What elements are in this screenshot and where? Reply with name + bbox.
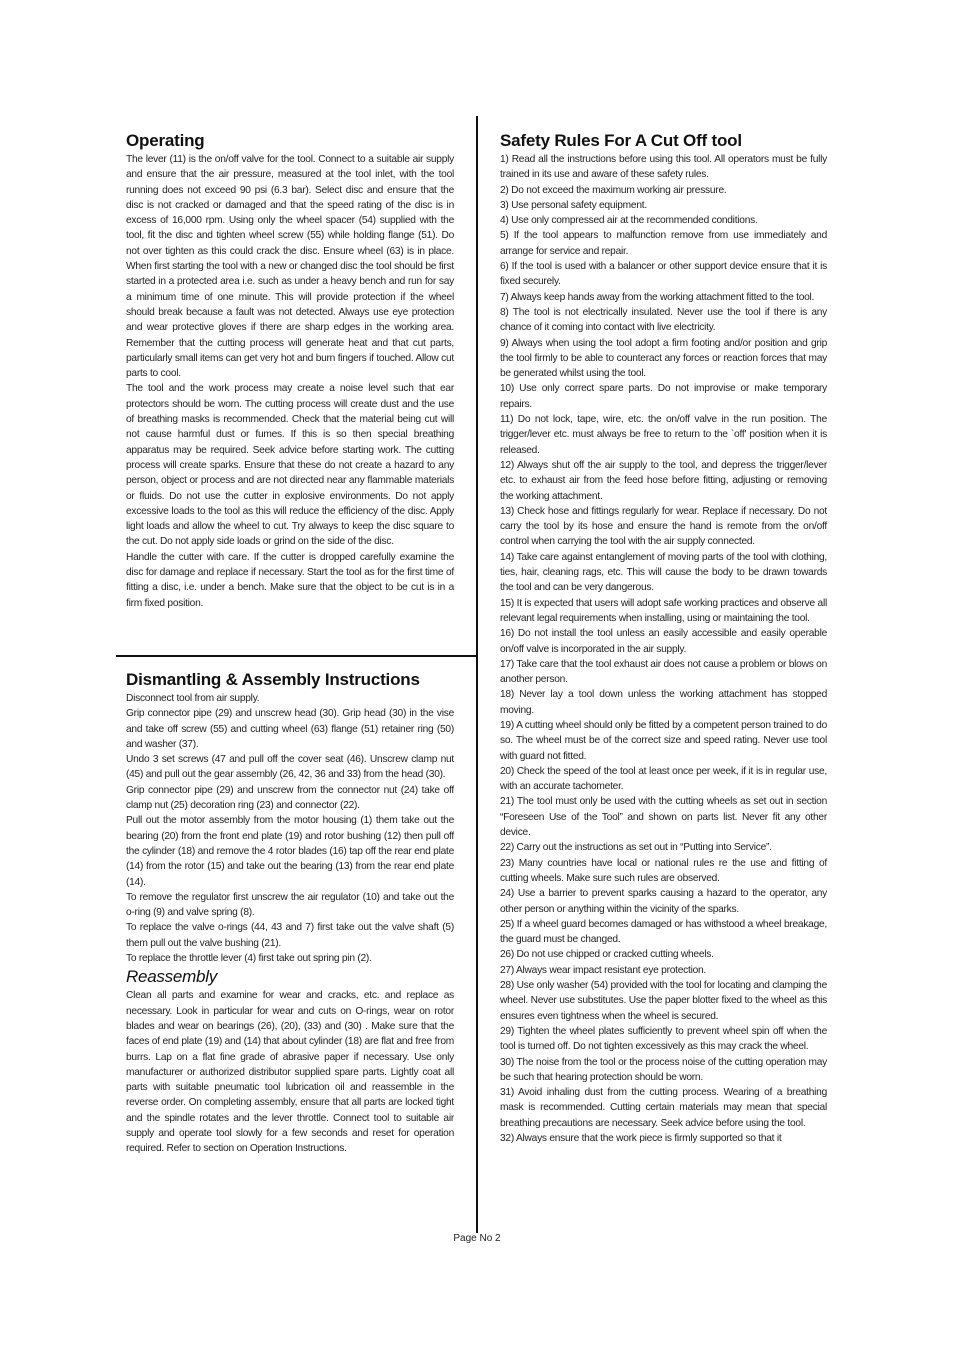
safety-rule: 25) If a wheel guard becomes damaged or has withstood a wheel breakage, the guard must be changed. — [500, 918, 827, 946]
operating-paragraph: Handle the cutter with care. If the cutter is dropped carefully examine the disc for damage and replace if necessary. Start the tool as for the first time of fitting a disc, i.e. under a bench. Make sure that the object to be cut is in a firm fixed position. — [126, 551, 454, 609]
page-number: Page No 2 — [453, 1233, 501, 1244]
safety-rule: 28) Use only washer (54) provided with the tool for locating and clamping the wheel. Never use substitutes. Use the paper blotter fixed to the wheel as this ensures even tightness when the wheel is secured. — [500, 980, 827, 1022]
safety-rule: 11) Do not lock, tape, wire, etc. the on/off valve in the run position. The trigger/lever etc. must always be free to return to the `off' position when it is released. — [500, 414, 827, 456]
safety-rule: 3) Use personal safety equipment. — [500, 199, 647, 211]
operating-paragraph: The lever (11) is the on/off valve for the tool. Connect to a suitable air supply and ensure that the air pressure, measured at the tool inlet, with the tool running does not exceed 90 psi (6.3 bar). Select disc and ensure that the disc is not cracked or damaged and that the speed rating of the disc is in excess of 16,000 rpm. Using only the wheel spacer (54) supplied with the tool, fit the disc and tighten wheel screw (55) while holding flange (51). Do not over tighten as this could crack the disc. Ensure wheel (63) is in place. When first starting the tool with a new or changed disc the tool should be first started in a protected area i.e. such as under a heavy bench and run for say a minimum time of one minute. This will provide protection if the wheel should break because a fault was not detected. Always use eye protection and wear protective gloves if there are sharp edges in the working area. Remember that the cutting process will generate heat and that cut parts, particularly small items can get very hot and burn fingers if touched. Allow cut parts to cool. — [126, 154, 454, 380]
safety-rule: 14) Take care against entanglement of moving parts of the tool with clothing, ties, hair, cleaning rags, etc. This will cause the body to be drawn towards the tool and can be very dangerous. — [500, 551, 827, 594]
reassembly-paragraph: Clean all parts and examine for wear and cracks, etc. and replace as necessary. Look in particular for wear and cuts on O-rings, wear on rotor blades and wear on bearings (26), (20), (33) and (30) . Make sure that the faces of end plate (19) and (14) that about cylinder (18) are flat and free from burrs. Lap on a flat fine grade of abrasive paper if necessary. Use only manufacturer or authorized distributor supplied spare parts. Lightly coat all parts with suitable pneumatic tool lubrication oil and reassemble in the reverse order. On completing assembly, ensure that all parts are locked tight and the spindle rotates and the lever throttle. Connect tool to suitable air supply and operate tool slowly for a few seconds and reset for operation required. Refer to section on Operation Instructions. — [126, 990, 454, 1155]
operating-heading: Operating — [126, 131, 205, 150]
safety-rule: 19) A cutting wheel should only be fitted by a competent person trained to do so. The wheel must be of the correct size and speed rating. Never use tool with guard not fitted. — [500, 719, 827, 762]
safety-rules-section — [500, 130, 827, 1146]
safety-rule: 18) Never lay a tool down unless the working attachment has stopped moving. — [500, 689, 827, 716]
dismantling-paragraph: Grip connector pipe (29) and unscrew from the connector nut (24) take off clamp nut (25) decoration ring (23) and connector (22). — [126, 784, 454, 812]
safety-rule: 17) Take care that the tool exhaust air does not cause a problem or blows on another person. — [500, 658, 827, 686]
safety-rules-heading: Safety Rules For A Cut Off tool — [500, 131, 742, 150]
safety-rule: 22) Carry out the instructions as set out in “Putting into Service”. — [500, 842, 772, 854]
safety-rule: 2) Do not exceed the maximum working air pressure. — [500, 184, 727, 196]
safety-rule: 15) It is expected that users will adopt safe working practices and observe all relevant legal requirements when installing, using or maintaining the tool. — [500, 597, 827, 624]
dismantling-paragraph: Grip connector pipe (29) and unscrew head (30). Grip head (30) in the vise and take off screw (55) and cutting wheel (63) flange (51) retainer ring (50) and washer (37). — [126, 708, 454, 750]
safety-rule: 20) Check the speed of the tool at least once per week, if it is in regular use, with an accurate tachometer. — [500, 765, 827, 793]
safety-rule: 6) If the tool is used with a balancer or other support device ensure that it is fixed securely. — [500, 261, 827, 288]
safety-rule: 31) Avoid inhaling dust from the cutting process. Wearing of a breathing mask is recommended. Cutting certain materials may mean that special breathing precautions are necessary. Seek advice before using the tool. — [500, 1087, 827, 1129]
safety-rule: 26) Do not use chipped or cracked cutting wheels. — [500, 949, 714, 961]
safety-rule: 9) Always when using the tool adopt a firm footing and/or position and grip the tool firmly to be able to counteract any forces or reaction forces that may be generated whilst using the tool. — [500, 337, 827, 380]
safety-rule: 24) Use a barrier to prevent sparks causing a hazard to the operator, any other person or anything within the vicinity of the sparks. — [500, 888, 827, 915]
operating-paragraph: The tool and the work process may create a noise level such that ear protectors should be worn. The cutting process will create dust and the use of breathing masks is recommended. Check that the material being cut will not cause harmful dust or fumes. If this is so then special breathing apparatus may be required. Seek advice before starting work. The cutting process will create sparks. Ensure that these do not create a hazard to any person, object or process and are not directed near any flammable materials or fluids. Do not use the cutter in explosive environments. Do not apply excessive loads to the tool as this will reduce the efficiency of the disc. Apply light loads and allow the wheel to cut. Try always to keep the disc square to the cut. Do not apply side loads or grind on the side of the disc. — [126, 383, 454, 548]
safety-rule: 29) Tighten the wheel plates sufficiently to prevent wheel spin off when the tool is turned off. Do not tighten excessively as this may crack the wheel. — [500, 1025, 827, 1053]
safety-rule: 16) Do not install the tool unless an easily accessible and easily operable on/off valve is incorporated in the air supply. — [500, 628, 827, 655]
column-divider-vertical — [476, 116, 478, 1233]
dismantling-paragraph: Pull out the motor assembly from the motor housing (1) them take out the bearing (20) from the front end plate (19) and rotor bushing (12) then pull off the cylinder (18) and remove the 4 rotor blades (16) tap off the rear end plate (14) from the rotor (15) and take out the bearing (13) from the rear end plate (14). — [126, 815, 454, 888]
safety-rule: 1) Read all the instructions before using this tool. All operators must be fully trained in its use and aware of these safety rules. — [500, 154, 827, 181]
safety-rule: 13) Check hose and fittings regularly for wear. Replace if necessary. Do not carry the tool by its hose and ensure the hand is remote from the on/off control when carrying the tool with the air supply connected. — [500, 505, 827, 548]
operating-section — [126, 130, 454, 611]
safety-rule: 7) Always keep hands away from the working attachment fitted to the tool. — [500, 291, 815, 303]
safety-rule: 4) Use only compressed air at the recommended conditions. — [500, 215, 758, 227]
safety-rule: 30) The noise from the tool or the process noise of the cutting operation may be such that hearing protection should be worn. — [500, 1056, 827, 1083]
section-divider-horizontal — [116, 655, 477, 657]
safety-rule: 21) The tool must only be used with the cutting wheels as set out in section “Foreseen Use of the Tool” and shown on parts list. Never fit any other device. — [500, 796, 827, 839]
dismantling-paragraph: To remove the regulator first unscrew the air regulator (10) and take out the o-ring (9) and valve spring (8). — [126, 891, 454, 919]
safety-rule: 27) Always wear impact resistant eye protection. — [500, 964, 706, 976]
safety-rule: 8) The tool is not electrically insulated. Never use the tool if there is any chance of it coming into contact with live electricity. — [500, 306, 827, 334]
dismantling-heading: Dismantling & Assembly Instructions — [126, 670, 420, 689]
dismantling-paragraph: Disconnect tool from air supply. — [126, 693, 260, 704]
safety-rule: 5) If the tool appears to malfunction remove from use immediately and arrange for service and repair. — [500, 230, 827, 257]
reassembly-heading: Reassembly — [126, 967, 218, 987]
dismantling-paragraph: Undo 3 set screws (47 and pull off the cover seat (46). Unscrew clamp nut (45) and pull out the gear assembly (26, 42, 36 and 33) from the head (30). — [126, 754, 454, 781]
dismantling-paragraph: To replace the valve o-rings (44, 43 and 7) first take out the valve shaft (5) them pull out the valve bushing (21). — [126, 922, 454, 949]
safety-rule: 23) Many countries have local or national rules re the use and fitting of cutting wheels. Make sure such rules are observed. — [500, 857, 827, 884]
dismantling-paragraph: To replace the throttle lever (4) first take out spring pin (2). — [126, 953, 372, 965]
dismantling-section — [126, 669, 454, 1157]
safety-rule: 10) Use only correct spare parts. Do not improvise or make temporary repairs. — [500, 383, 827, 410]
safety-rule: 12) Always shut off the air supply to the tool, and depress the trigger/lever etc. to exhaust air from the feed hose before fitting, adjusting or removing the working attachment. — [500, 459, 827, 502]
safety-rule: 32) Always ensure that the work piece is firmly supported so that it — [500, 1133, 782, 1144]
